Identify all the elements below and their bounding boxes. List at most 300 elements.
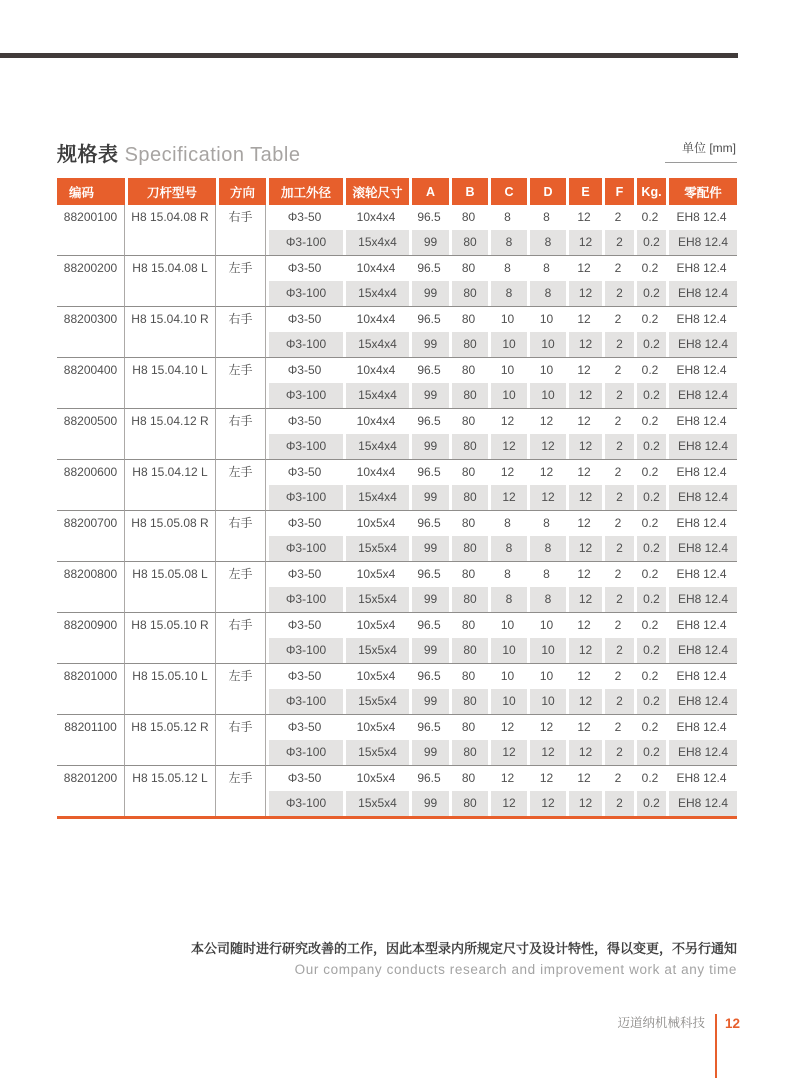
weight-cell: 0.2 [641, 210, 659, 224]
dim-b-cell: 80 [449, 561, 488, 587]
od-cell: Φ3-100 [266, 740, 343, 765]
dim-f-cell: 2 [602, 357, 634, 383]
weight-cell: 0.2 [634, 434, 666, 459]
dim-d-cell: 12 [527, 791, 566, 816]
dim-a-cell: 99 [409, 230, 449, 255]
od-cell: Φ3-100 [266, 332, 343, 357]
dim-c-cell: 8 [488, 255, 527, 281]
dim-d-cell: 8 [543, 210, 550, 224]
col-header-c: C [488, 178, 527, 205]
roller-cell: 15x4x4 [343, 485, 409, 510]
od-cell: Φ3-50 [266, 459, 343, 485]
table-header-row [57, 178, 737, 205]
dim-f-cell: 2 [614, 210, 622, 224]
roller-cell: 15x5x4 [343, 536, 409, 561]
weight-cell: 0.2 [634, 281, 666, 306]
dim-a-cell: 96.5 [409, 510, 449, 536]
spec-row [57, 205, 737, 230]
part-cell: EH8 12.4 [676, 210, 727, 224]
direction-cell: 右手 [216, 205, 266, 255]
dim-f-cell: 2 [602, 230, 634, 255]
code-cell: 88200300 [57, 306, 125, 357]
dim-e-cell: 12 [566, 689, 602, 714]
dim-e-cell: 12 [566, 434, 602, 459]
dim-e-cell: 12 [566, 357, 602, 383]
part-cell: EH8 12.4 [666, 383, 737, 408]
direction-cell: 右手 [216, 408, 266, 459]
dim-a-cell: 99 [409, 434, 449, 459]
weight-cell: 0.2 [634, 561, 666, 587]
dim-f-cell: 2 [602, 255, 634, 281]
dim-d-cell: 10 [527, 689, 566, 714]
dim-c-cell: 8 [488, 536, 527, 561]
dim-f-cell: 2 [602, 281, 634, 306]
dim-a-cell: 96.5 [409, 612, 449, 638]
col-header-code: 编码 [57, 178, 125, 205]
spec-row [57, 306, 737, 332]
part-cell: EH8 12.4 [666, 306, 737, 332]
dim-c-cell: 10 [488, 638, 527, 663]
dim-e-cell: 12 [566, 485, 602, 510]
roller-cell: 15x5x4 [343, 740, 409, 765]
dim-f-cell: 2 [602, 408, 634, 434]
dim-b-cell: 80 [449, 383, 488, 408]
dim-d-cell: 12 [527, 459, 566, 485]
dim-b-cell: 80 [449, 587, 488, 612]
code-cell: 88200500 [57, 408, 125, 459]
part-cell: EH8 12.4 [666, 612, 737, 638]
col-header-model: 刀杆型号 [125, 178, 216, 205]
col-header-d: D [527, 178, 566, 205]
spec-row [57, 612, 737, 638]
od-cell: Φ3-50 [266, 408, 343, 434]
part-cell: EH8 12.4 [666, 357, 737, 383]
dim-d-cell: 10 [527, 638, 566, 663]
model-cell: H8 15.05.10 L [125, 663, 216, 714]
dim-c-cell: 10 [488, 689, 527, 714]
code-cell: 88200400 [57, 357, 125, 408]
od-cell: Φ3-50 [266, 714, 343, 740]
dim-a-cell: 96.5 [417, 210, 441, 224]
od-cell: Φ3-50 [266, 612, 343, 638]
part-cell: EH8 12.4 [666, 281, 737, 306]
dim-a-cell: 99 [409, 332, 449, 357]
roller-cell: 10x4x4 [343, 255, 409, 281]
dim-e-cell: 12 [566, 281, 602, 306]
specification-table-wrap [57, 178, 737, 819]
dim-d-cell: 8 [527, 510, 566, 536]
weight-cell: 0.2 [634, 255, 666, 281]
model-cell: H8 15.04.08 L [125, 255, 216, 306]
dim-b-cell: 80 [449, 714, 488, 740]
weight-cell: 0.2 [634, 689, 666, 714]
col-header-direction: 方向 [216, 178, 266, 205]
dim-e-cell: 12 [566, 765, 602, 791]
weight-cell: 0.2 [634, 791, 666, 816]
od-cell: Φ3-100 [266, 536, 343, 561]
dim-e-cell: 12 [566, 255, 602, 281]
od-cell: Φ3-100 [266, 281, 343, 306]
part-cell: EH8 12.4 [666, 332, 737, 357]
specification-table [57, 178, 737, 816]
model-cell: H8 15.05.12 L [125, 765, 216, 816]
dim-e-cell: 12 [566, 714, 602, 740]
dim-e-cell: 12 [566, 230, 602, 255]
direction-cell: 右手 [216, 510, 266, 561]
dim-c-cell: 10 [488, 332, 527, 357]
weight-cell: 0.2 [634, 408, 666, 434]
dim-d-cell: 10 [527, 357, 566, 383]
dim-f-cell: 2 [602, 663, 634, 689]
dim-a-cell: 96.5 [409, 765, 449, 791]
dim-e-cell: 12 [566, 459, 602, 485]
dim-b-cell: 80 [449, 638, 488, 663]
model-cell: H8 15.04.10 L [125, 357, 216, 408]
dim-b-cell: 80 [449, 612, 488, 638]
weight-cell: 0.2 [634, 714, 666, 740]
dim-c-cell: 10 [488, 357, 527, 383]
weight-cell: 0.2 [634, 332, 666, 357]
dim-a-cell: 99 [409, 587, 449, 612]
dim-c-cell: 8 [488, 561, 527, 587]
dim-f-cell: 2 [602, 332, 634, 357]
col-header-b: B [449, 178, 488, 205]
code-cell: 88201100 [57, 714, 125, 765]
weight-cell: 0.2 [634, 740, 666, 765]
part-cell: EH8 12.4 [666, 485, 737, 510]
page-number: 12 [724, 1016, 740, 1031]
dim-f-cell: 2 [602, 510, 634, 536]
spec-row [57, 765, 737, 791]
model-cell: H8 15.04.12 L [125, 459, 216, 510]
dim-b-cell: 80 [449, 765, 488, 791]
dim-e-cell: 12 [577, 210, 591, 224]
od-cell: Φ3-100 [266, 587, 343, 612]
od-cell: Φ3-50 [266, 255, 343, 281]
disclaimer [191, 938, 737, 977]
roller-cell: 15x5x4 [343, 689, 409, 714]
dim-b-cell: 80 [449, 740, 488, 765]
dim-a-cell: 99 [409, 689, 449, 714]
dim-b-cell: 80 [449, 510, 488, 536]
part-cell: EH8 12.4 [666, 791, 737, 816]
od-cell: Φ3-100 [266, 791, 343, 816]
direction-cell: 右手 [216, 714, 266, 765]
dim-b-cell: 80 [449, 485, 488, 510]
unit-label: 单位 [mm] [665, 139, 737, 163]
code-cell: 88200200 [57, 255, 125, 306]
od-cell: Φ3-100 [266, 230, 343, 255]
spec-row [57, 714, 737, 740]
od-cell: Φ3-50 [266, 357, 343, 383]
dim-c-cell: 12 [488, 434, 527, 459]
dim-b-cell: 80 [449, 689, 488, 714]
weight-cell: 0.2 [634, 587, 666, 612]
dim-c-cell: 10 [488, 663, 527, 689]
title-row [57, 138, 737, 172]
dim-d-cell: 12 [527, 434, 566, 459]
dim-c-cell: 12 [488, 408, 527, 434]
dim-b-cell: 80 [449, 663, 488, 689]
dim-f-cell: 2 [602, 689, 634, 714]
dim-d-cell: 12 [527, 408, 566, 434]
direction-cell: 左手 [216, 663, 266, 714]
col-header-part: 零配件 [666, 178, 737, 205]
weight-cell: 0.2 [634, 383, 666, 408]
dim-a-cell: 96.5 [409, 306, 449, 332]
part-cell: EH8 12.4 [666, 408, 737, 434]
part-cell: EH8 12.4 [666, 663, 737, 689]
roller-cell: 10x5x4 [343, 510, 409, 536]
roller-cell: 10x4x4 [343, 459, 409, 485]
weight-cell: 0.2 [634, 663, 666, 689]
brand-name: 迈道纳机械科技 [617, 1016, 705, 1030]
roller-cell: 10x4x4 [356, 210, 396, 224]
direction-cell: 右手 [216, 612, 266, 663]
roller-cell: 10x5x4 [343, 714, 409, 740]
dim-b-cell: 80 [449, 791, 488, 816]
roller-cell: 15x4x4 [343, 434, 409, 459]
dim-f-cell: 2 [602, 612, 634, 638]
roller-cell: 15x4x4 [343, 383, 409, 408]
model-cell: H8 15.05.12 R [125, 714, 216, 765]
part-cell: EH8 12.4 [666, 740, 737, 765]
top-divider-bar [0, 53, 738, 58]
code-cell: 88200900 [57, 612, 125, 663]
roller-cell: 15x4x4 [343, 332, 409, 357]
part-cell: EH8 12.4 [666, 434, 737, 459]
dim-e-cell: 12 [566, 612, 602, 638]
model-cell: H8 15.04.10 R [125, 306, 216, 357]
spec-row [57, 408, 737, 434]
roller-cell: 15x4x4 [343, 230, 409, 255]
dim-e-cell: 12 [566, 740, 602, 765]
roller-cell: 10x4x4 [343, 306, 409, 332]
dim-b-cell: 80 [449, 255, 488, 281]
dim-c-cell: 8 [488, 587, 527, 612]
dim-d-cell: 12 [527, 740, 566, 765]
dim-b-cell: 80 [449, 332, 488, 357]
od-cell: Φ3-100 [266, 383, 343, 408]
dim-d-cell: 8 [527, 230, 566, 255]
weight-cell: 0.2 [634, 536, 666, 561]
spec-row [57, 663, 737, 689]
dim-b-cell: 80 [449, 357, 488, 383]
weight-cell: 0.2 [634, 485, 666, 510]
weight-cell: 0.2 [634, 510, 666, 536]
od-cell: Φ3-100 [266, 434, 343, 459]
dim-f-cell: 2 [602, 638, 634, 663]
dim-c-cell: 10 [488, 383, 527, 408]
dim-c-cell: 12 [488, 485, 527, 510]
dim-e-cell: 12 [566, 536, 602, 561]
model-cell: H8 15.04.12 R [125, 408, 216, 459]
disclaimer-zh: 本公司随时进行研究改善的工作，因此本型录内所规定尺寸及设计特性，得以变更，不另行通知 [190, 941, 737, 956]
dim-c-cell: 12 [488, 791, 527, 816]
direction-cell: 左手 [216, 357, 266, 408]
dim-b-cell: 80 [449, 408, 488, 434]
dim-f-cell: 2 [602, 434, 634, 459]
dim-f-cell: 2 [602, 536, 634, 561]
dim-f-cell: 2 [602, 740, 634, 765]
roller-cell: 15x5x4 [343, 791, 409, 816]
part-cell: EH8 12.4 [666, 689, 737, 714]
dim-c-cell: 12 [488, 740, 527, 765]
code-cell: 88201200 [57, 765, 125, 816]
col-header-a: A [409, 178, 449, 205]
col-header-roller: 滚轮尺寸 [343, 178, 409, 205]
dim-b-cell: 80 [449, 230, 488, 255]
od-cell: Φ3-50 [266, 663, 343, 689]
dim-c-cell: 12 [488, 714, 527, 740]
table-header [57, 178, 737, 205]
dim-a-cell: 99 [409, 383, 449, 408]
code-cell: 88200100 [57, 205, 125, 255]
roller-cell: 15x5x4 [343, 638, 409, 663]
dim-e-cell: 12 [566, 383, 602, 408]
dim-d-cell: 12 [527, 765, 566, 791]
dim-f-cell: 2 [602, 765, 634, 791]
dim-b-cell: 80 [461, 210, 476, 224]
col-header-f: F [602, 178, 634, 205]
col-header-od: 加工外径 [266, 178, 343, 205]
part-cell: EH8 12.4 [666, 536, 737, 561]
page-title-zh: 规格表 [57, 144, 119, 166]
part-cell: EH8 12.4 [666, 561, 737, 587]
weight-cell: 0.2 [634, 357, 666, 383]
dim-d-cell: 12 [527, 485, 566, 510]
code-cell: 88201000 [57, 663, 125, 714]
od-cell: Φ3-100 [266, 638, 343, 663]
dim-a-cell: 96.5 [409, 255, 449, 281]
dim-f-cell: 2 [602, 459, 634, 485]
dim-a-cell: 99 [409, 536, 449, 561]
dim-f-cell: 2 [602, 714, 634, 740]
weight-cell: 0.2 [634, 459, 666, 485]
spec-row [57, 255, 737, 281]
od-cell: Φ3-50 [266, 306, 343, 332]
dim-d-cell: 10 [527, 332, 566, 357]
roller-cell: 10x4x4 [343, 357, 409, 383]
od-cell: Φ3-50 [266, 510, 343, 536]
direction-cell: 左手 [216, 561, 266, 612]
part-cell: EH8 12.4 [666, 638, 737, 663]
roller-cell: 10x4x4 [343, 408, 409, 434]
dim-c-cell: 8 [504, 210, 511, 224]
dim-b-cell: 80 [449, 306, 488, 332]
spec-row [57, 561, 737, 587]
spec-row [57, 459, 737, 485]
od-cell: Φ3-100 [266, 689, 343, 714]
dim-c-cell: 12 [488, 459, 527, 485]
dim-a-cell: 99 [409, 281, 449, 306]
dim-f-cell: 2 [602, 587, 634, 612]
dim-f-cell: 2 [602, 306, 634, 332]
roller-cell: 10x5x4 [343, 612, 409, 638]
od-cell: Φ3-50 [266, 561, 343, 587]
dim-d-cell: 10 [527, 383, 566, 408]
dim-a-cell: 99 [409, 791, 449, 816]
part-cell: EH8 12.4 [666, 459, 737, 485]
dim-d-cell: 12 [527, 714, 566, 740]
part-cell: EH8 12.4 [666, 510, 737, 536]
dim-d-cell: 10 [527, 663, 566, 689]
col-header-kg: Kg. [634, 178, 666, 205]
direction-cell: 左手 [216, 765, 266, 816]
dim-d-cell: 8 [527, 587, 566, 612]
roller-cell: 10x5x4 [343, 663, 409, 689]
roller-cell: 10x5x4 [343, 765, 409, 791]
dim-a-cell: 96.5 [409, 357, 449, 383]
model-cell: H8 15.04.08 R [125, 205, 216, 255]
roller-cell: 10x5x4 [343, 561, 409, 587]
dim-c-cell: 10 [488, 612, 527, 638]
model-cell: H8 15.05.10 R [125, 612, 216, 663]
spec-row [57, 357, 737, 383]
dim-d-cell: 8 [527, 255, 566, 281]
dim-d-cell: 8 [527, 561, 566, 587]
page-footer [617, 1014, 740, 1078]
dim-b-cell: 80 [449, 281, 488, 306]
part-cell: EH8 12.4 [666, 587, 737, 612]
dim-a-cell: 96.5 [409, 459, 449, 485]
roller-cell: 15x4x4 [343, 281, 409, 306]
dim-c-cell: 8 [488, 281, 527, 306]
dim-e-cell: 12 [566, 638, 602, 663]
dim-f-cell: 2 [602, 383, 634, 408]
dim-d-cell: 10 [527, 306, 566, 332]
dim-e-cell: 12 [566, 306, 602, 332]
page-title [57, 138, 737, 167]
dim-c-cell: 8 [488, 230, 527, 255]
page-title-en: Specification Table [124, 144, 301, 166]
spec-row [57, 510, 737, 536]
dim-d-cell: 10 [527, 612, 566, 638]
roller-cell: 15x5x4 [343, 587, 409, 612]
dim-f-cell: 2 [602, 791, 634, 816]
dim-b-cell: 80 [449, 434, 488, 459]
dim-a-cell: 96.5 [409, 714, 449, 740]
weight-cell: 0.2 [634, 638, 666, 663]
dim-f-cell: 2 [602, 561, 634, 587]
od-cell: Φ3-50 [287, 210, 322, 224]
dim-d-cell: 8 [527, 536, 566, 561]
dim-c-cell: 12 [488, 765, 527, 791]
direction-cell: 左手 [216, 255, 266, 306]
direction-cell: 右手 [216, 306, 266, 357]
table-body [57, 205, 737, 816]
model-cell: H8 15.05.08 L [125, 561, 216, 612]
weight-cell: 0.2 [634, 230, 666, 255]
dim-b-cell: 80 [449, 459, 488, 485]
dim-e-cell: 12 [566, 332, 602, 357]
dim-f-cell: 2 [602, 485, 634, 510]
dim-e-cell: 12 [566, 791, 602, 816]
dim-e-cell: 12 [566, 510, 602, 536]
dim-a-cell: 99 [409, 740, 449, 765]
od-cell: Φ3-100 [266, 485, 343, 510]
dim-e-cell: 12 [566, 663, 602, 689]
weight-cell: 0.2 [634, 306, 666, 332]
dim-e-cell: 12 [566, 408, 602, 434]
part-cell: EH8 12.4 [666, 230, 737, 255]
code-cell: 88200700 [57, 510, 125, 561]
dim-e-cell: 12 [566, 587, 602, 612]
part-cell: EH8 12.4 [666, 765, 737, 791]
dim-a-cell: 96.5 [409, 561, 449, 587]
part-cell: EH8 12.4 [666, 255, 737, 281]
code-cell: 88200600 [57, 459, 125, 510]
